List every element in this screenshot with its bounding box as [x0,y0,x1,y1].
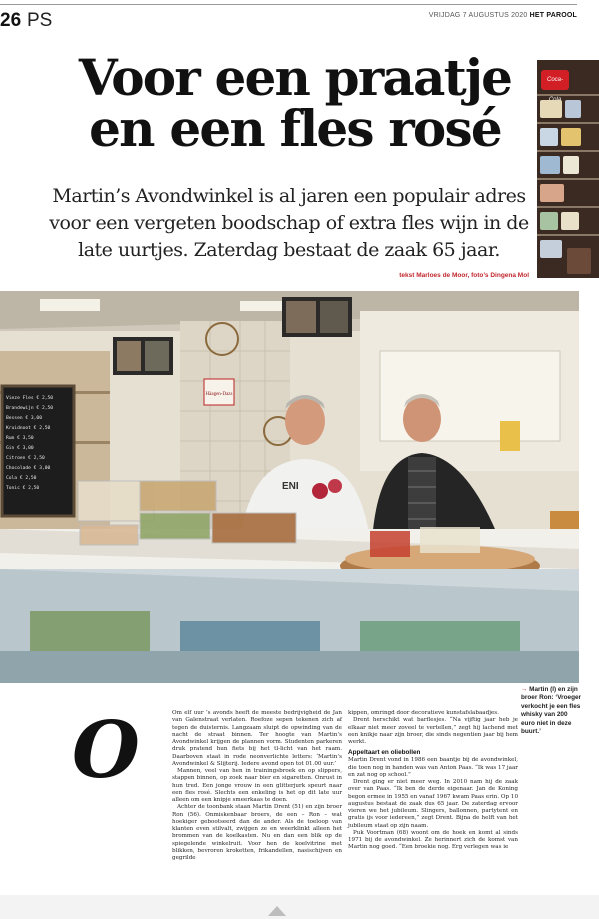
paragraph: Puk Voortman (68) woont om de hoek en komt al sinds 1971 bij de avondwinkel. Ze herinnert zich de komst van Martin nog goed. “Een broekie nog. Erg verlegen was ie [348,829,518,851]
paragraph: Drent herschikt wat barflesjes. “Na vijftig jaar heb je elkaar niet meer zoveel te vertellen,” zegt hij lachend met een knikje naar zijn broer, die sinds negentien jaar bij hem werkt. [348,717,518,745]
caption-text: Martin (l) en zijn broer Ron: ‘Vroeger verkocht je een fles whisky van 200 euro niet in deze buurt.’ [521,686,582,736]
intro-line-3: late uurtjes. Zaterdag bestaat de zaak 65 jaar. [78,239,500,261]
svg-text:Vieze Fles € 2,50: Vieze Fles € 2,50 [6,396,54,401]
intro [44,183,534,264]
drop-cap: O [72,705,140,796]
article-column-2 [348,710,518,852]
svg-text:Bessen € 3,00: Bessen € 3,00 [6,416,42,421]
paragraph: kippen, omringd door decoratieve kunstafslabaadjes. [348,710,499,716]
intro-line-2: voor een vergeten boodschap of extra fles wijn in de [49,212,529,234]
date: VRIJDAG 7 AUGUSTUS 2020 [428,12,528,19]
svg-text:Rum € 3,50: Rum € 3,50 [6,436,34,441]
viewer-bottom-bar [0,895,599,919]
article-column-1 [172,710,342,862]
headline-line-2: en een fles rosé [89,99,501,158]
dateline [429,12,577,19]
section-label: PS [27,10,53,31]
publication-name: HET PAROOL [529,12,577,19]
svg-text:Gin € 3,00: Gin € 3,00 [6,446,34,451]
page-number: 26 [0,10,22,31]
scroll-up-arrow-icon[interactable] [268,906,286,916]
svg-text:Chocolade € 3,00: Chocolade € 3,00 [6,466,51,471]
svg-text:Tonic € 2,50: Tonic € 2,50 [6,486,40,491]
haagen-dazs-sign: Häagen-Dazs [205,392,233,397]
side-photo [537,60,599,278]
paragraph: Mannen, veel van hen in trainingsbroek en op slippers, stappen binnen, op zoek naar bier en sigaretten. Onrust in hun tred. Een jonge vrouw in een glitterjurk speurt naar een fles rosé. Slechts een enkeling is het op dit late uur alleen om een knipje smeerkaas te doen. [172,768,342,803]
intro-line-1: Martin’s Avondwinkel is al jaren een populair adres [52,185,526,207]
paragraph: Om elf uur ’s avonds heeft de meeste bedrijvigheid de Jan van Galenstraat verlaten. Roefoze sepen tekenen zich af tegen de duisternis. Langzaam sluipt de opwinding van de nacht de straat binnen. Ter hoogte van Martin’s Avondwinkel krijgen de plannen vorm. Studenten parkeren druk pratend hun fiets bij het tl-licht van het raam. Daarboven staat in rode neonverlichte letters: ‘Martin’s Avondwinkel & Slijterij. Iedere avond open tot 01.00 uur.’ [172,710,342,767]
cola-logo: Coca- [541,70,569,90]
headline [60,48,530,158]
svg-text:ENI: ENI [282,481,299,492]
paragraph: Martin Drent vond in 1986 een baantje bij de avondwinkel, die toen nog in handen was van Anton Paas. “Ik was 17 jaar en zat nog op school.” [348,757,518,778]
shop-interior-illustration [0,291,579,683]
photo-caption [521,686,581,736]
svg-text:Cola € 2,50: Cola € 2,50 [6,476,37,481]
svg-text:Brandewijn € 2,50: Brandewijn € 2,50 [6,406,54,411]
svg-text:Kruidnoot € 2,50: Kruidnoot € 2,50 [6,426,51,431]
paragraph: Drent ging er niet meer weg. In 2010 nam hij de zaak over van Paas. “Ik ben de derde eigenaar. Jan de Koning begon ermee in 1955 en vanaf 1967 kwam Paas erin. Op 10 augustus bestaat de zaak dus 65 jaar. De zaterdag ervoor vieren we het jubileum. Slingers, ballonnen, partytent en gratis ijs voor iedereen,” zegt Drent. Bijna de helft van het jubileum staat op zijn naam. [348,779,518,829]
photo-credit: tekst Marloes de Moor, foto’s Dingena Mol [399,272,529,279]
main-photo [0,291,579,683]
subheading: Appeltaart en oliebollen [348,749,421,757]
paragraph: Achter de toonbank staan Martin Drent (51) en zijn broer Ron (56). Onmiskenbaar broers, de een – Ron – wat hoekiger gebootseerd dan de ander. Als de toeloop van klanten even stilvalt, zwijgen ze en weerklinkt alleen het brommen van de koelkasten. Nu en dan een blik op de spiegelende winkelruit. Voor hen de koelvitrine met blikken, bevroren kroketten, frikandellen, nasischijven en gegrilde [172,804,342,861]
svg-text:Citroen € 2,50: Citroen € 2,50 [6,456,45,461]
top-rule [0,4,577,5]
caption-arrow: → [521,686,528,693]
headline-line-1: Voor een praatje [78,48,512,107]
